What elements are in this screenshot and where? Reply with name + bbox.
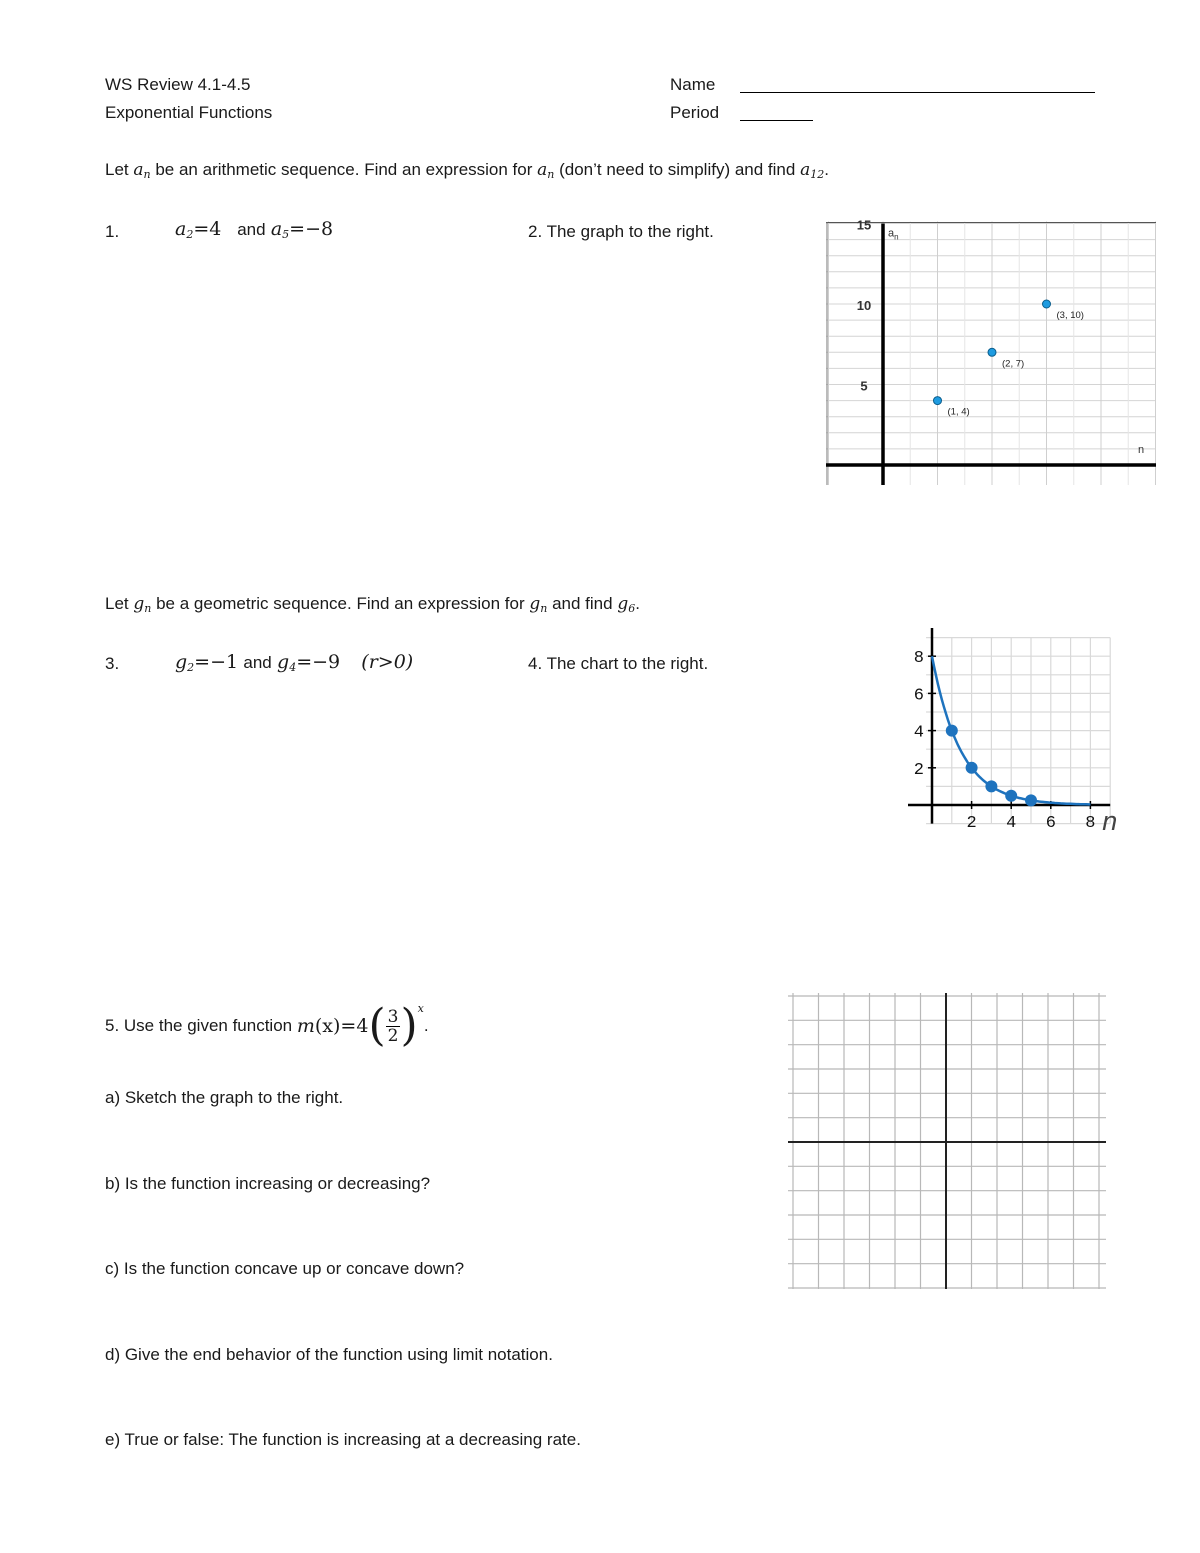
point-label: (3, 10) (1056, 310, 1084, 321)
question-2-prompt: 2. The graph to the right. (528, 222, 714, 241)
question-3-givens: $g_2=-1$ and $g_4=-9$ (r>0) (175, 651, 414, 674)
question-1-number: 1. (105, 222, 120, 241)
point-label: (2, 7) (1002, 358, 1025, 370)
arithmetic-sequence-chart (826, 217, 1156, 485)
name-label: Name (670, 75, 716, 94)
y-tick-label: 10 (856, 298, 872, 313)
data-point (985, 780, 997, 792)
x-tick-label: 4 (1006, 814, 1017, 833)
data-point (1043, 300, 1051, 308)
x-axis-label: n (1138, 444, 1145, 456)
x-tick-label: 6 (1045, 814, 1056, 833)
data-point (1005, 790, 1017, 802)
question-1-givens: $a_2=4$ and $a_5=-8$ (175, 218, 334, 241)
part-a: a) Sketch the graph to the right. (105, 1088, 344, 1107)
part-e: e) True or false: The function is increasing at a decreasing rate. (105, 1430, 581, 1449)
geometric-intro: Let $g_n$ be a geometric sequence. Find an expression for $g_n$ and find $g_6$. (105, 594, 640, 615)
question-3-number: 3. (105, 654, 120, 673)
data-point (966, 762, 978, 774)
geometric-sequence-chart (908, 628, 1123, 838)
worksheet-subtitle: Exponential Functions (105, 103, 273, 122)
blank-sketch-grid[interactable] (788, 993, 1106, 1289)
y-tick-label: 8 (913, 649, 924, 669)
period-blank-line[interactable] (740, 120, 813, 121)
y-tick-label: 5 (860, 378, 868, 394)
data-point (946, 725, 958, 737)
y-tick-label: 2 (913, 760, 924, 780)
name-blank-line[interactable] (740, 92, 1095, 93)
question-5-prompt: 5. Use the given function m (x)=4 ( $\frac{3}{2}$ ) $^x$ . (105, 1000, 429, 1051)
data-point (934, 397, 942, 405)
worksheet-title: WS Review 4.1-4.5 (105, 75, 251, 94)
x-tick-label: 2 (966, 814, 977, 833)
question-4-prompt: 4. The chart to the right. (528, 654, 709, 673)
y-axis-label: $a_n$ (888, 227, 899, 242)
part-b: b) Is the function increasing or decreasing? (105, 1174, 431, 1193)
point-label: (1, 4) (947, 406, 970, 418)
y-tick-label: 15 (856, 217, 872, 233)
part-d: d) Give the end behavior of the function using limit notation. (105, 1345, 553, 1364)
y-tick-label: 4 (913, 723, 924, 743)
x-tick-label: 8 (1085, 814, 1096, 833)
part-c: c) Is the function concave up or concave down? (105, 1259, 465, 1278)
x-axis-label: n (1102, 806, 1118, 836)
y-tick-label: 6 (913, 686, 924, 706)
data-point (1025, 794, 1037, 806)
arithmetic-intro: Let $a_n$ be an arithmetic sequence. Find an expression for $a_n$ (don’t need to simplify) and find $a_{12}$. (105, 160, 829, 181)
period-label: Period (670, 103, 720, 122)
data-point (988, 348, 996, 356)
